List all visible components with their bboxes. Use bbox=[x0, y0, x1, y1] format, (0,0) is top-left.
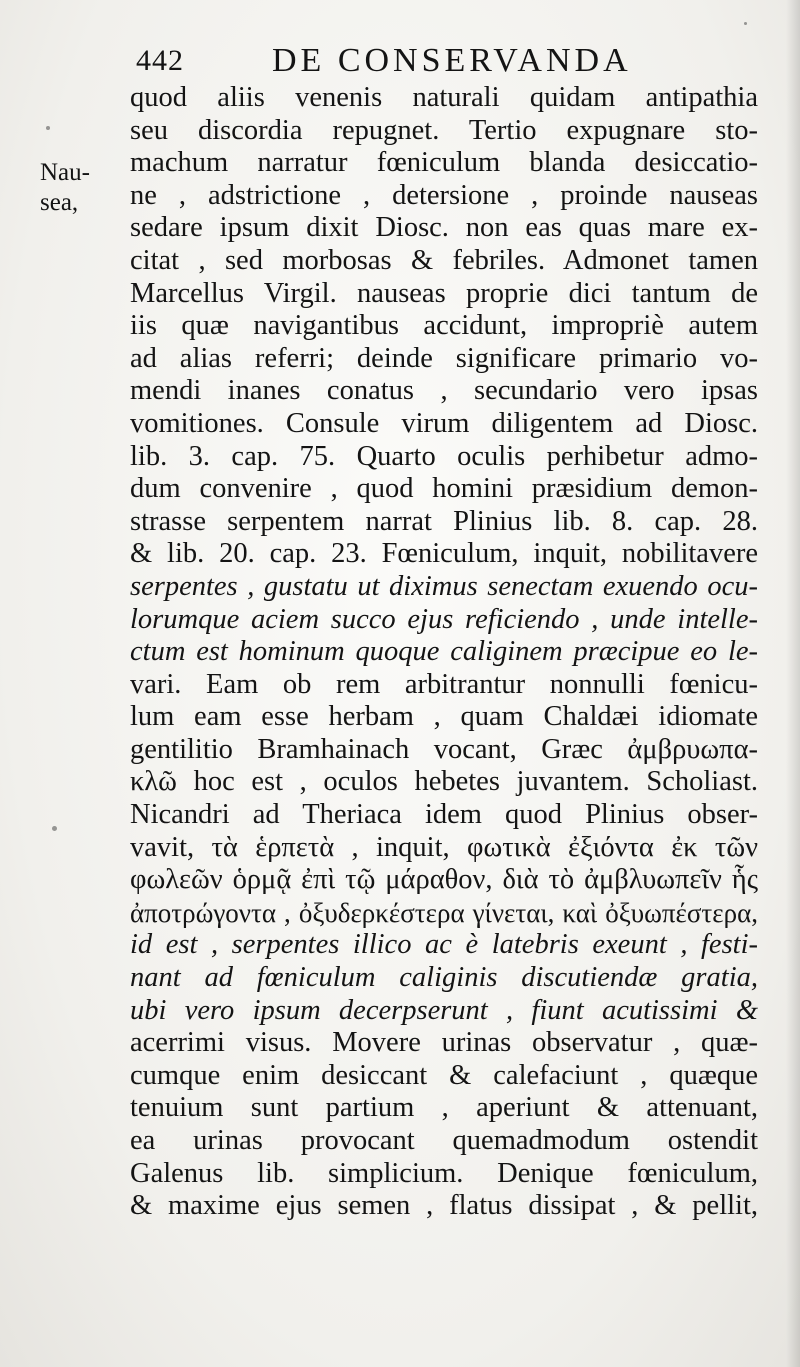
text-line: vavit, τὰ ἑρπετὰ , inquit, φωτικὰ ἐξιόντα ἐκ τῶν bbox=[130, 831, 758, 863]
text-line: sedare ipsum dixit Diosc. non eas quas mare ex- bbox=[130, 212, 758, 244]
text-line: cumque enim desiccant & calefaciunt , quæque bbox=[130, 1059, 758, 1091]
text-line: & maxime ejus semen , flatus dissipat , & pellit, bbox=[130, 1190, 758, 1222]
ink-speck bbox=[744, 22, 747, 25]
page-header bbox=[132, 40, 752, 80]
text-line: ne , adstrictione , detersione , proinde nauseas bbox=[130, 179, 758, 211]
text-line: φωλεῶν ὁρμᾷ ἐπὶ τῷ μάραθον, διὰ τὸ ἀμβλυωπεῖν ἧς bbox=[130, 864, 758, 896]
text-line: tenuium sunt partium , aperiunt & attenuant, bbox=[130, 1092, 758, 1124]
text-line: ctum est hominum quoque caliginem præcipue eo le- bbox=[130, 636, 758, 668]
text-line: vomitiones. Consule virum diligentem ad Diosc. bbox=[130, 407, 758, 439]
text-line: lorumque aciem succo ejus reficiendo , unde intelle- bbox=[130, 603, 758, 635]
text-line: serpentes , gustatu ut diximus senectam exuendo ocu- bbox=[130, 570, 758, 602]
text-line: ea urinas provocant quemadmodum ostendit bbox=[130, 1125, 758, 1156]
text-line: acerrimi visus. Movere urinas observatur , quæ- bbox=[130, 1027, 758, 1059]
running-title: DE CONSERVANDA bbox=[272, 42, 632, 79]
text-line: machum narratur fœniculum blanda desiccatio- bbox=[130, 147, 758, 179]
text-line: lum eam esse herbam , quam Chaldæi idiomate bbox=[130, 701, 758, 733]
text-line: ubi vero ipsum decerpserunt , fiunt acutissimi & bbox=[130, 994, 758, 1026]
text-line: nant ad fœniculum caliginis discutiendæ gratia, bbox=[130, 962, 758, 994]
page-number: 442 bbox=[136, 44, 184, 77]
text-line: quod aliis venenis naturali quidam antipathia bbox=[130, 82, 758, 113]
text-line: id est , serpentes illico ac è latebris exeunt , festi- bbox=[130, 929, 758, 961]
text-line: citat , sed morbosas & febriles. Admonet tamen bbox=[130, 244, 758, 276]
text-line: mendi inanes conatus , secundario vero ipsas bbox=[130, 375, 758, 407]
margin-note-line: sea, bbox=[40, 189, 79, 216]
text-line: iis quæ navigantibus accidunt, impropriè autem bbox=[130, 310, 758, 342]
text-line: strasse serpentem narrat Plinius lib. 8. cap. 28. bbox=[130, 505, 758, 537]
text-line: lib. 3. cap. 75. Quarto oculis perhibetur admo- bbox=[130, 440, 758, 472]
text-line: ἀποτρώγοντα , ὀξυδερκέστερα γίνεται, καὶ ὀξυωπέστερα, bbox=[130, 897, 758, 928]
text-line: Galenus lib. simplicium. Denique fœniculum, bbox=[130, 1157, 758, 1189]
text-line: dum convenire , quod homini præsidium demon- bbox=[130, 473, 758, 505]
margin-note bbox=[40, 158, 90, 218]
text-line: gentilitio Bramhainach vocant, Græc ἀμβρυωπα- bbox=[130, 733, 758, 765]
margin-note-line: Nau- bbox=[40, 159, 90, 186]
text-line: ad alias referri; deinde significare primario vo- bbox=[130, 342, 758, 374]
ink-speck bbox=[46, 126, 50, 130]
page-edge-shadow bbox=[786, 0, 800, 1367]
body-text bbox=[130, 82, 758, 1223]
text-line: vari. Eam ob rem arbitrantur nonnulli fœnicu- bbox=[130, 668, 758, 700]
text-line: Nicandri ad Theriaca idem quod Plinius obser- bbox=[130, 799, 758, 831]
text-line: & lib. 20. cap. 23. Fœniculum, inquit, nobilitavere bbox=[130, 538, 758, 570]
text-line: κλῶ hoc est , oculos hebetes juvantem. Scholiast. bbox=[130, 766, 758, 798]
text-line: seu discordia repugnet. Tertio expugnare sto- bbox=[130, 114, 758, 146]
text-line: Marcellus Virgil. nauseas proprie dici tantum de bbox=[130, 277, 758, 309]
ink-speck bbox=[52, 826, 57, 831]
